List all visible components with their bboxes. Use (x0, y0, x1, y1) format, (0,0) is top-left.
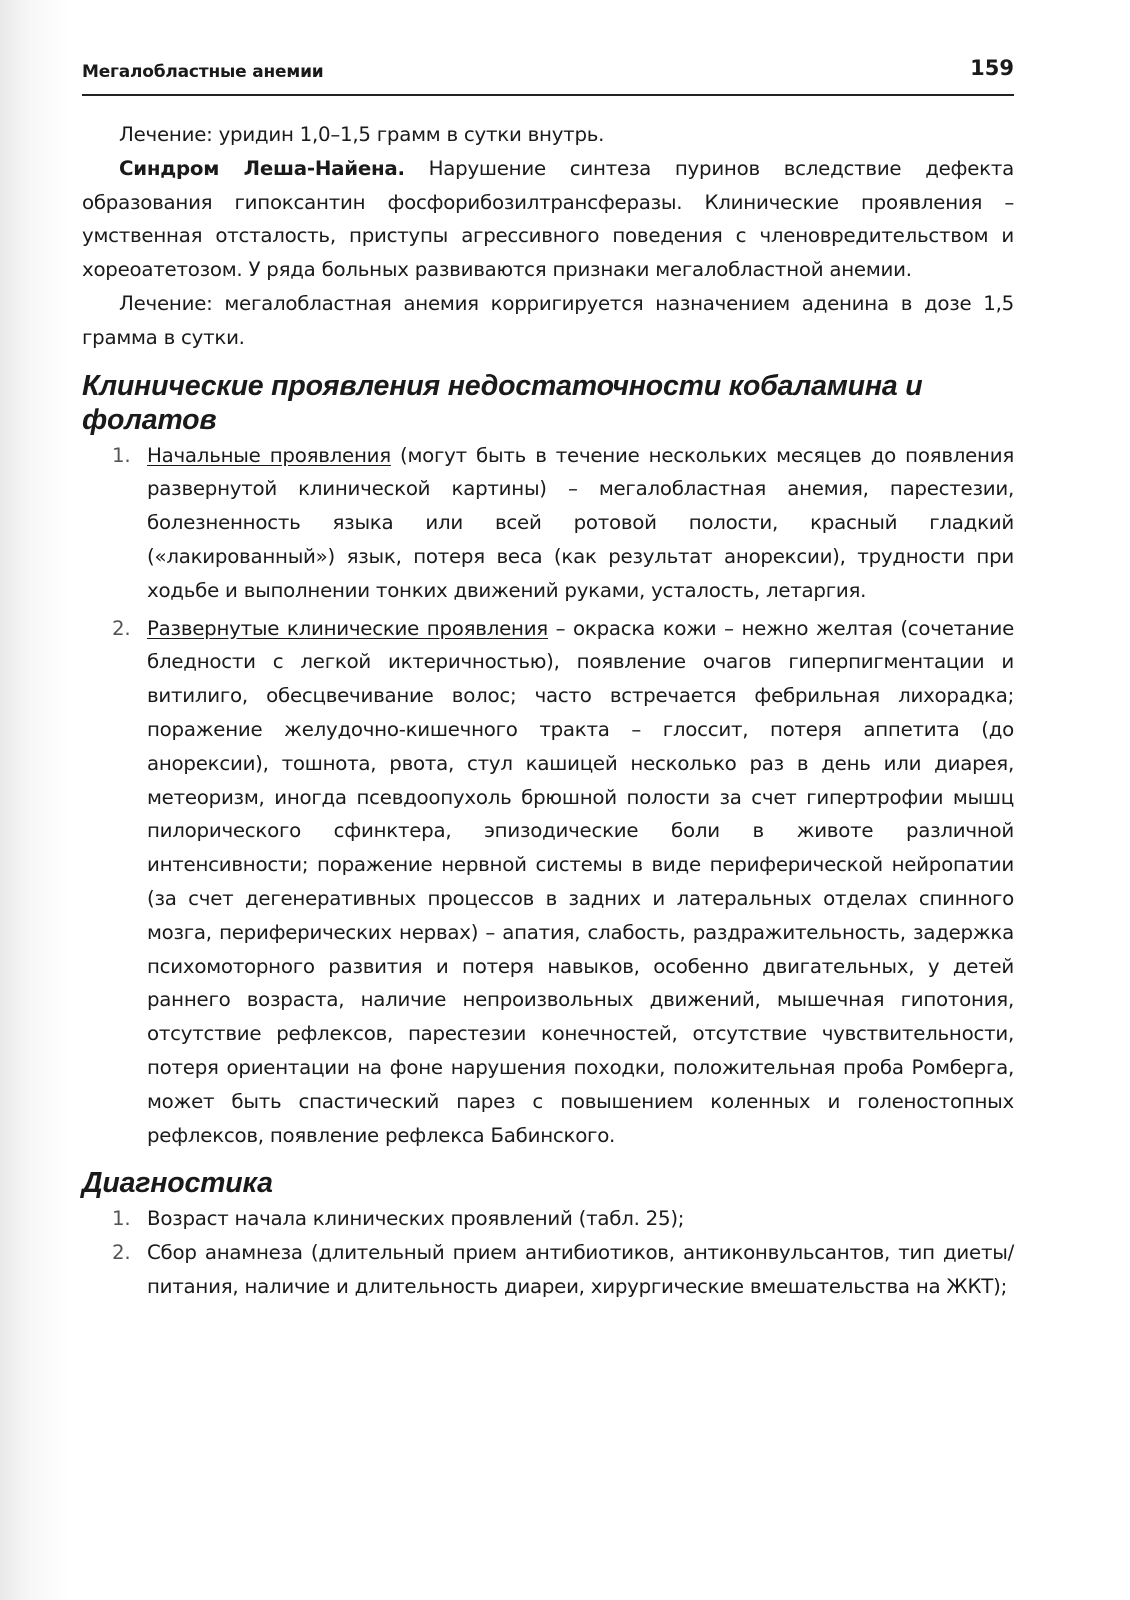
diagnostics-item-text: Сбор анамнеза (длительный прием антибиотиков, антиконвульсантов, тип диеты/питания, наличие и длительность диареи, хирургические вмешательства на ЖКТ); (147, 1241, 1014, 1298)
paragraph-adenine-treatment: Лечение: мегалобластная анемия корригируется назначением аденина в дозе 1,5 грамма в сутки. (82, 291, 1014, 349)
list-number: 2. (112, 616, 131, 640)
diagnostics-list-item (82, 1236, 1014, 1304)
paragraph-uridine-treatment: Лечение: уридин 1,0–1,5 грамм в сутки внутрь. (119, 123, 605, 146)
advanced-manifestations-term: Развернутые клинические проявления (147, 616, 548, 640)
diagnostics-list (82, 1202, 1014, 1303)
clinical-list-item (82, 612, 1014, 1153)
lesch-nyhan-text: Нарушение синтеза пуринов вследствие дефекта образования гипоксантин фосфорибозилтрансферазы. Клинические проявления – умственная отсталость, приступы агрессивного поведения с членовредительством и хореоатетозом. У ряда больных развиваются признаки мегалобластной анемии. (82, 156, 1014, 282)
list-number: 1. (112, 1207, 131, 1231)
initial-manifestations-text: (могут быть в течение нескольких месяцев до появления развернутой клинической картины) – мегалобластная анемия, парестезии, болезненность языка или всей ротовой полости, красный гладкий («лакированный») язык, потеря веса (как результат анорексии), трудности при ходьбе и выполнении тонких движений руками, усталость, летаргия. (147, 443, 1014, 602)
page-number: 159 (970, 56, 1014, 80)
clinical-list (82, 439, 1014, 1153)
running-title: Мегалобластные анемии (82, 62, 324, 82)
diagnostics-item-text: Возраст начала клинических проявлений (табл. 25); (147, 1207, 685, 1231)
list-number: 2. (112, 1241, 131, 1265)
clinical-section-heading: Клинические проявления недостаточности кобаламина и фолатов (82, 369, 923, 436)
diagnostics-list-item (82, 1202, 1014, 1236)
page-header (82, 52, 1014, 96)
lesch-nyhan-term: Синдром Леша-Найена. (119, 156, 405, 180)
initial-manifestations-term: Начальные проявления (147, 443, 391, 467)
clinical-list-item (82, 439, 1014, 608)
advanced-manifestations-text: – окраска кожи – нежно желтая (сочетание бледности с легкой иктеричностью), появление очагов гиперпигментации и витилиго, обесцвечивание волос; часто встречается фебрильная лихорадка; поражение желудочно-кишечного тракта – глоссит, потеря аппетита (до анорексии), тошнота, рвота, стул кашицей несколько раз в день или диарея, метеоризм, иногда псевдоопухоль брюшной полости за счет гипертрофии мышц пилорического сфинктера, эпизодические боли в животе различной интенсивности; поражение нервной системы в виде периферической нейропатии (за счет дегенеративных процессов в задних и латеральных отделах спинного мозга, периферических нервах) – апатия, слабость, раздражительность, задержка психомоторного развития и потеря навыков, особенно двигательных, у детей раннего возраста, наличие непроизвольных движений, мышечная гипотония, отсутствие рефлексов, парестезии конечностей, отсутствие чувствительности, потеря ориентации на фоне нарушения походки, положительная проба Ромберга, может быть спастический парез с повышением коленных и голеностопных рефлексов, появление рефлекса Бабинского. (147, 616, 1014, 1147)
page-body (82, 118, 1014, 1304)
paragraph-lesch-nyhan (82, 152, 1014, 287)
diagnostics-section-heading: Диагностика (82, 1167, 273, 1200)
list-number: 1. (112, 443, 131, 467)
